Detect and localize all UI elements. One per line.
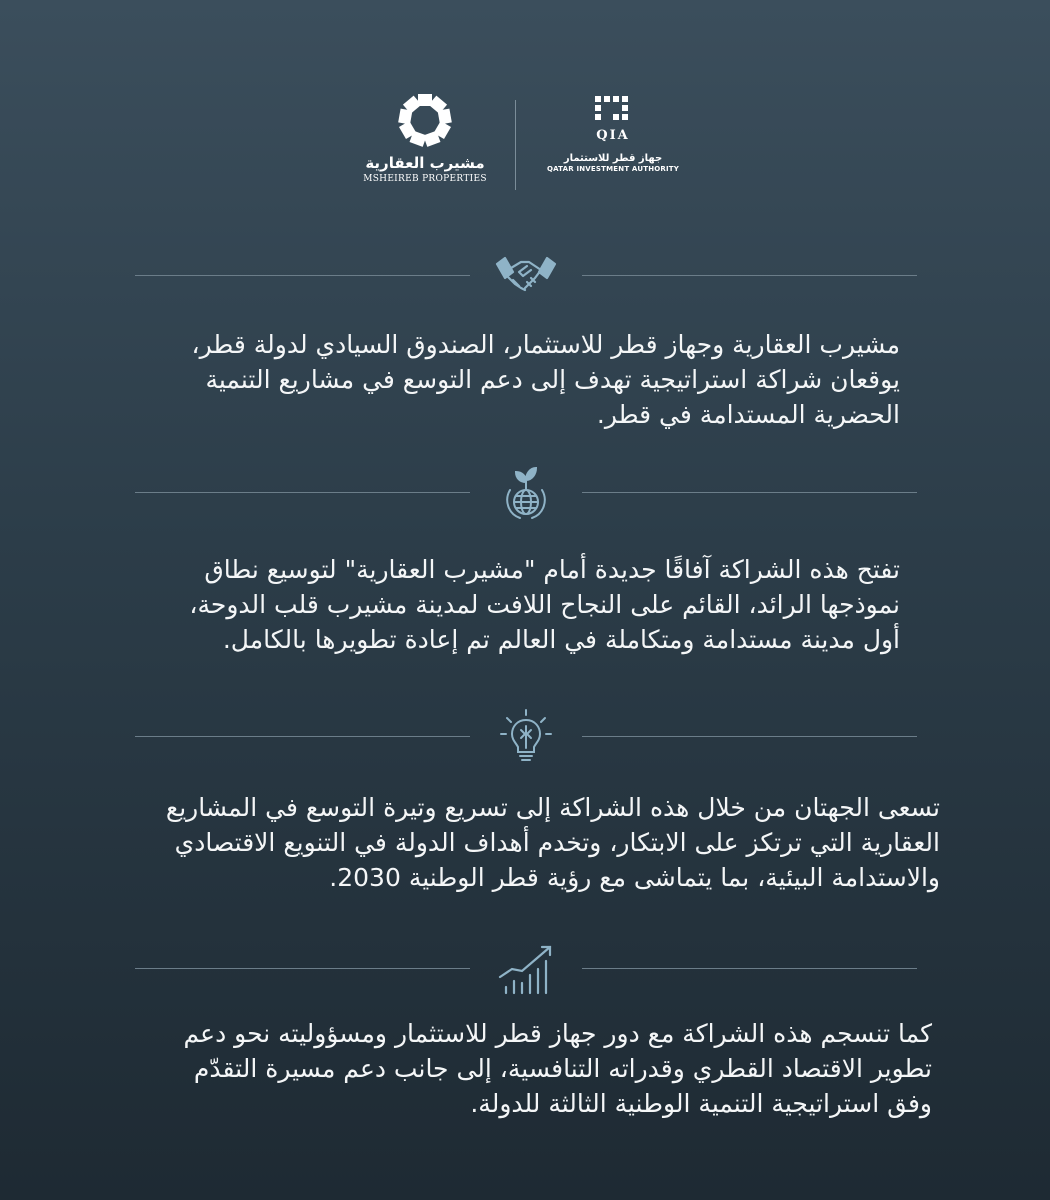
msheireb-arabic-name: مشيرب العقارية [365,154,485,172]
handshake-icon [493,245,559,305]
msheireb-mark-icon [394,92,456,148]
paragraph-3 [100,790,940,895]
qia-mark-text: QIA [596,128,630,143]
paragraph-line: نموذجها الرائد، القائم على النجاح اللافت لمدينة مشيرب قلب الدوحة، [189,590,900,619]
section-divider-3 [135,706,917,766]
paragraph-line: مشيرب العقارية وجهاز قطر للاستثمار، الصندوق السيادي لدولة قطر، [191,330,900,359]
paragraph-line: يوقعان شراكة استراتيجية تهدف إلى دعم التوسع في مشاريع التنمية [205,365,900,394]
logo-divider [515,100,516,190]
divider-line [135,492,470,493]
paragraph-2 [140,552,900,657]
divider-line [582,736,917,737]
logo-header [0,92,1050,192]
qia-arabic-name: جهاز قطر للاستثمار [563,153,663,164]
paragraph-line: العقارية التي ترتكز على الابتكار، وتخدم أهداف الدولة في التنويع الاقتصادي [174,828,940,857]
divider-line [135,275,470,276]
msheireb-logo [360,92,490,184]
divider-line [582,968,917,969]
section-divider-4 [135,938,917,998]
section-divider-2 [135,462,917,522]
paragraph-line: والاستدامة البيئية، بما يتماشى مع رؤية قطر الوطنية 2030. [329,863,940,892]
divider-line [135,736,470,737]
divider-line [582,275,917,276]
globe-plant-icon [493,462,559,522]
paragraph-line: تفتح هذه الشراكة آفاقًا جديدة أمام "مشيرب العقارية" لتوسيع نطاق [204,555,900,584]
qia-mark-icon [591,94,635,126]
paragraph-1 [140,327,900,432]
growth-chart-icon [493,938,559,998]
paragraph-line: الحضرية المستدامة في قطر. [596,400,900,429]
divider-line [135,968,470,969]
qia-english-name: QATAR INVESTMENT AUTHORITY [546,165,680,173]
paragraph-line: أول مدينة مستدامة ومتكاملة في العالم تم إعادة تطويرها بالكامل. [222,625,900,654]
paragraph-line: كما تنسجم هذه الشراكة مع دور جهاز قطر للاستثمار ومسؤوليته نحو دعم [183,1019,932,1048]
section-divider-1 [135,245,917,305]
qia-logo [538,94,688,173]
msheireb-english-name: MSHEIREB PROPERTIES [363,174,487,184]
paragraph-line: تطوير الاقتصاد القطري وقدراته التنافسية، إلى جانب دعم مسيرة التقدّم [193,1054,932,1083]
divider-line [582,492,917,493]
paragraph-4 [112,1016,932,1121]
paragraph-line: وفق استراتيجية التنمية الوطنية الثالثة للدولة. [470,1089,932,1118]
paragraph-line: تسعى الجهتان من خلال هذه الشراكة إلى تسريع وتيرة التوسع في المشاريع [165,793,940,822]
lightbulb-brain-icon [493,706,559,766]
